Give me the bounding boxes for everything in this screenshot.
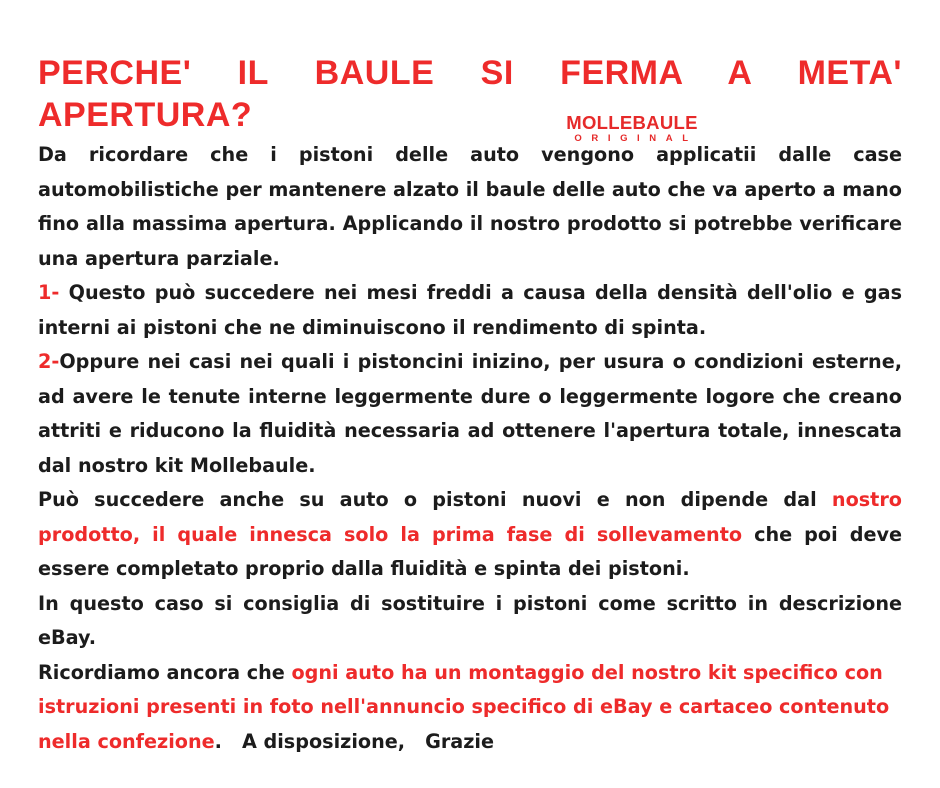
point-1-text: Questo può succedere nei mesi freddi a causa della densità dell'olio e gas interni ai pistoni che ne diminuiscono il rendimento di spinta. bbox=[38, 281, 902, 339]
point-2-paragraph bbox=[38, 345, 902, 483]
reminder-text-a: Ricordiamo ancora che bbox=[38, 660, 292, 684]
reminder-highlight: ogni auto ha un montaggio del nostro kit specifico con istruzioni presenti in foto nell'annuncio specifico di eBay e cartaceo contenuto nella confezione bbox=[38, 660, 890, 753]
document bbox=[38, 52, 902, 759]
new-parts-text-b: che poi deve essere completato proprio dalla fluidità e spinta dei pistoni. bbox=[38, 522, 902, 580]
logo-brand: MOLLEBAULE bbox=[566, 112, 698, 133]
advice-paragraph: In questo caso si consiglia di sostituire i pistoni come scritto in descrizione eBay. bbox=[38, 591, 902, 649]
intro-paragraph: Da ricordare che i pistoni delle auto vengono applicatii dalle case automobilistiche per mantenere alzato il baule delle auto che va aperto a mano fino alla massima apertura. Applicando il nostro prodotto si potrebbe verificare una apertura parziale. bbox=[38, 143, 902, 270]
new-parts-text-a: Può succedere anche su auto o pistoni nuovi e non dipende dal bbox=[38, 488, 832, 511]
new-parts-paragraph bbox=[38, 483, 902, 587]
point-1-marker: 1- bbox=[38, 281, 60, 304]
point-2-text: Oppure nei casi nei quali i pistoncini inizino, per usura o condizioni esterne, ad avere le tenute interne leggermente dure o leggermente logore che creano attriti e riducono la fluidità necessaria ad ottenere l'apertura totale, innescata dal nostro kit Mollebaule. bbox=[38, 350, 902, 477]
mollebaule-logo bbox=[550, 113, 714, 144]
point-2-marker: 2- bbox=[38, 350, 60, 373]
logo-subtitle: ORIGINAL bbox=[574, 133, 698, 144]
reminder-text-b: . A disposizione, Grazie bbox=[214, 729, 494, 753]
reminder-paragraph bbox=[38, 656, 902, 760]
page-title: PERCHE' IL BAULE SI FERMA A META' APERTURA? bbox=[38, 54, 902, 134]
body-text bbox=[38, 138, 902, 759]
new-parts-highlight: nostro prodotto, il quale innesca solo la prima fase di sollevamento bbox=[38, 488, 902, 546]
point-1-paragraph bbox=[38, 276, 902, 345]
